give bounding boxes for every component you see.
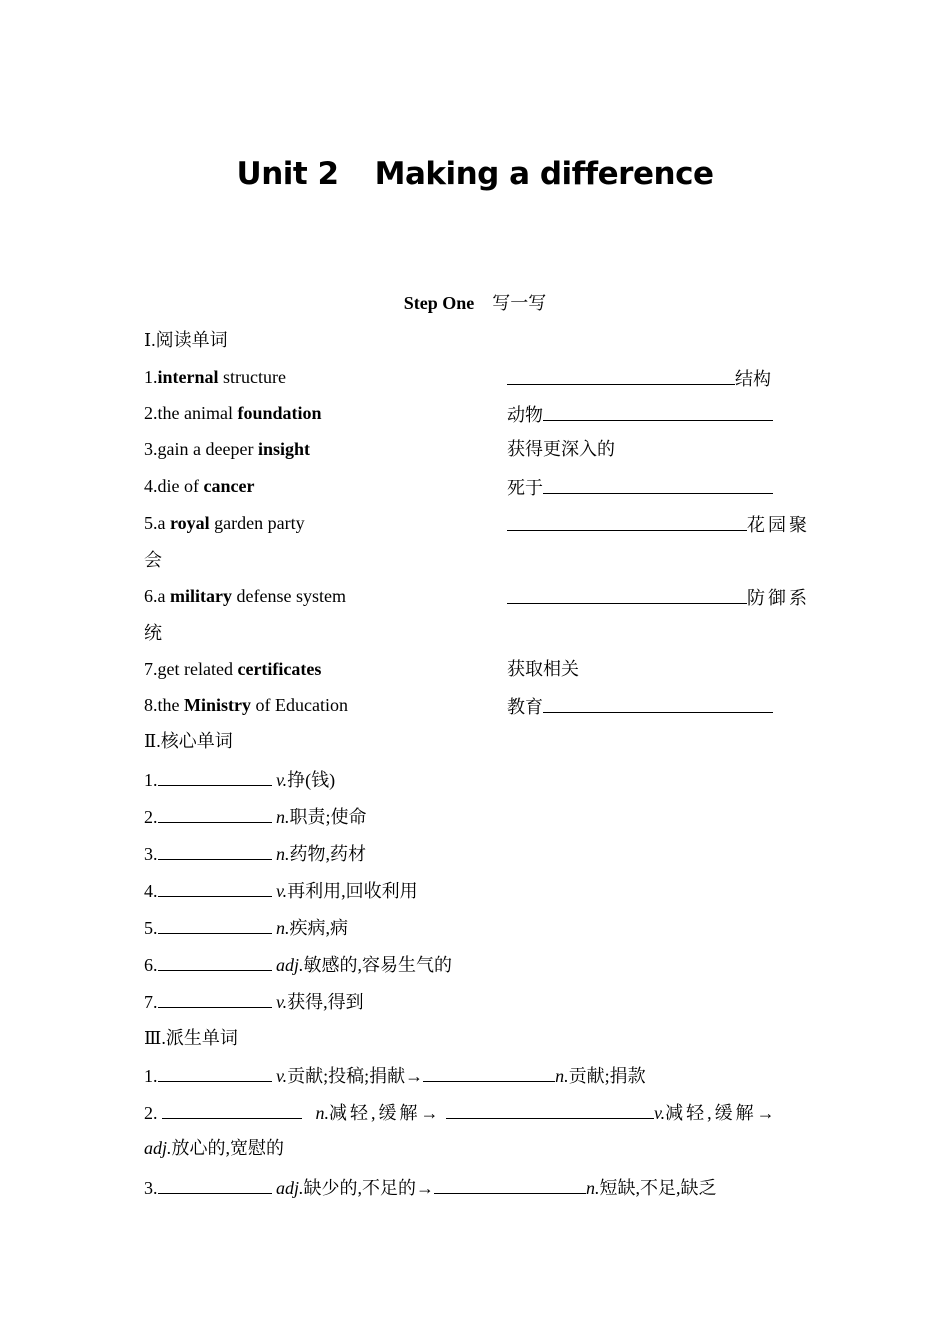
wrap-text: 统 bbox=[144, 623, 162, 643]
list-item: 7. v.获得,得到 bbox=[144, 989, 364, 1013]
blank[interactable] bbox=[158, 804, 272, 823]
blank[interactable] bbox=[158, 915, 272, 934]
answer-line: 结构 bbox=[507, 366, 771, 390]
blank[interactable] bbox=[158, 841, 272, 860]
list-item: 6.a military defense system bbox=[144, 586, 346, 606]
unit-number: Unit 2 bbox=[236, 156, 339, 192]
step-cn: 写一写 bbox=[492, 293, 547, 313]
list-item: 2. n.减轻,缓解→ v.减轻,缓解→ bbox=[144, 1100, 778, 1124]
answer-line: 获取相关 bbox=[507, 659, 579, 679]
blank[interactable] bbox=[158, 1175, 272, 1194]
list-item: 1. v.贡献;投稿;捐献→ n.贡献;捐款 bbox=[144, 1063, 646, 1087]
list-item: 3.gain a deeper insight bbox=[144, 439, 310, 459]
blank[interactable] bbox=[434, 1175, 586, 1194]
wrap-text: 会 bbox=[144, 550, 162, 570]
blank[interactable] bbox=[158, 989, 272, 1008]
list-item: 1.internal structure bbox=[144, 367, 286, 387]
list-item: 5. n.疾病,病 bbox=[144, 915, 348, 939]
list-item: 1. v.挣(钱) bbox=[144, 767, 335, 791]
list-item: 5.a royal garden party bbox=[144, 513, 305, 533]
page-title bbox=[0, 156, 950, 192]
blank[interactable] bbox=[507, 512, 747, 531]
blank[interactable] bbox=[543, 694, 773, 713]
list-item: 3. adj.缺少的,不足的→ n.短缺,不足,缺乏 bbox=[144, 1175, 717, 1199]
blank[interactable] bbox=[543, 475, 773, 494]
wrap-text: adj.放心的,宽慰的 bbox=[144, 1138, 285, 1158]
answer-line: 死于 bbox=[507, 475, 773, 499]
blank[interactable] bbox=[423, 1063, 555, 1082]
list-item: 8.the Ministry of Education bbox=[144, 695, 348, 715]
blank[interactable] bbox=[158, 878, 272, 897]
list-item: 6. adj.敏感的,容易生气的 bbox=[144, 952, 452, 976]
blank[interactable] bbox=[543, 402, 773, 421]
blank[interactable] bbox=[158, 767, 272, 786]
blank[interactable] bbox=[158, 952, 272, 971]
blank[interactable] bbox=[446, 1100, 654, 1119]
section-3-heading: Ⅲ.派生单词 bbox=[144, 1028, 238, 1048]
list-item: 2.the animal foundation bbox=[144, 403, 322, 423]
answer-line: 防御系 bbox=[507, 585, 810, 609]
list-item: 4.die of cancer bbox=[144, 476, 255, 496]
unit-name: Making a difference bbox=[374, 156, 714, 192]
list-item: 3. n.药物,药材 bbox=[144, 841, 366, 865]
step-heading bbox=[0, 292, 950, 314]
blank[interactable] bbox=[158, 1063, 272, 1082]
answer-line: 花园聚 bbox=[507, 512, 810, 536]
answer-line: 动物 bbox=[507, 402, 773, 426]
section-1-heading: Ⅰ.阅读单词 bbox=[144, 330, 228, 350]
answer-line: 获得更深入的 bbox=[507, 439, 615, 459]
blank[interactable] bbox=[507, 366, 735, 385]
section-2-heading: Ⅱ.核心单词 bbox=[144, 731, 233, 751]
list-item: 7.get related certificates bbox=[144, 659, 322, 679]
step-label: Step One bbox=[403, 293, 475, 313]
list-item: 4. v.再利用,回收利用 bbox=[144, 878, 418, 902]
blank[interactable] bbox=[162, 1100, 302, 1119]
answer-line: 教育 bbox=[507, 694, 773, 718]
list-item: 2. n.职责;使命 bbox=[144, 804, 367, 828]
blank[interactable] bbox=[507, 585, 747, 604]
